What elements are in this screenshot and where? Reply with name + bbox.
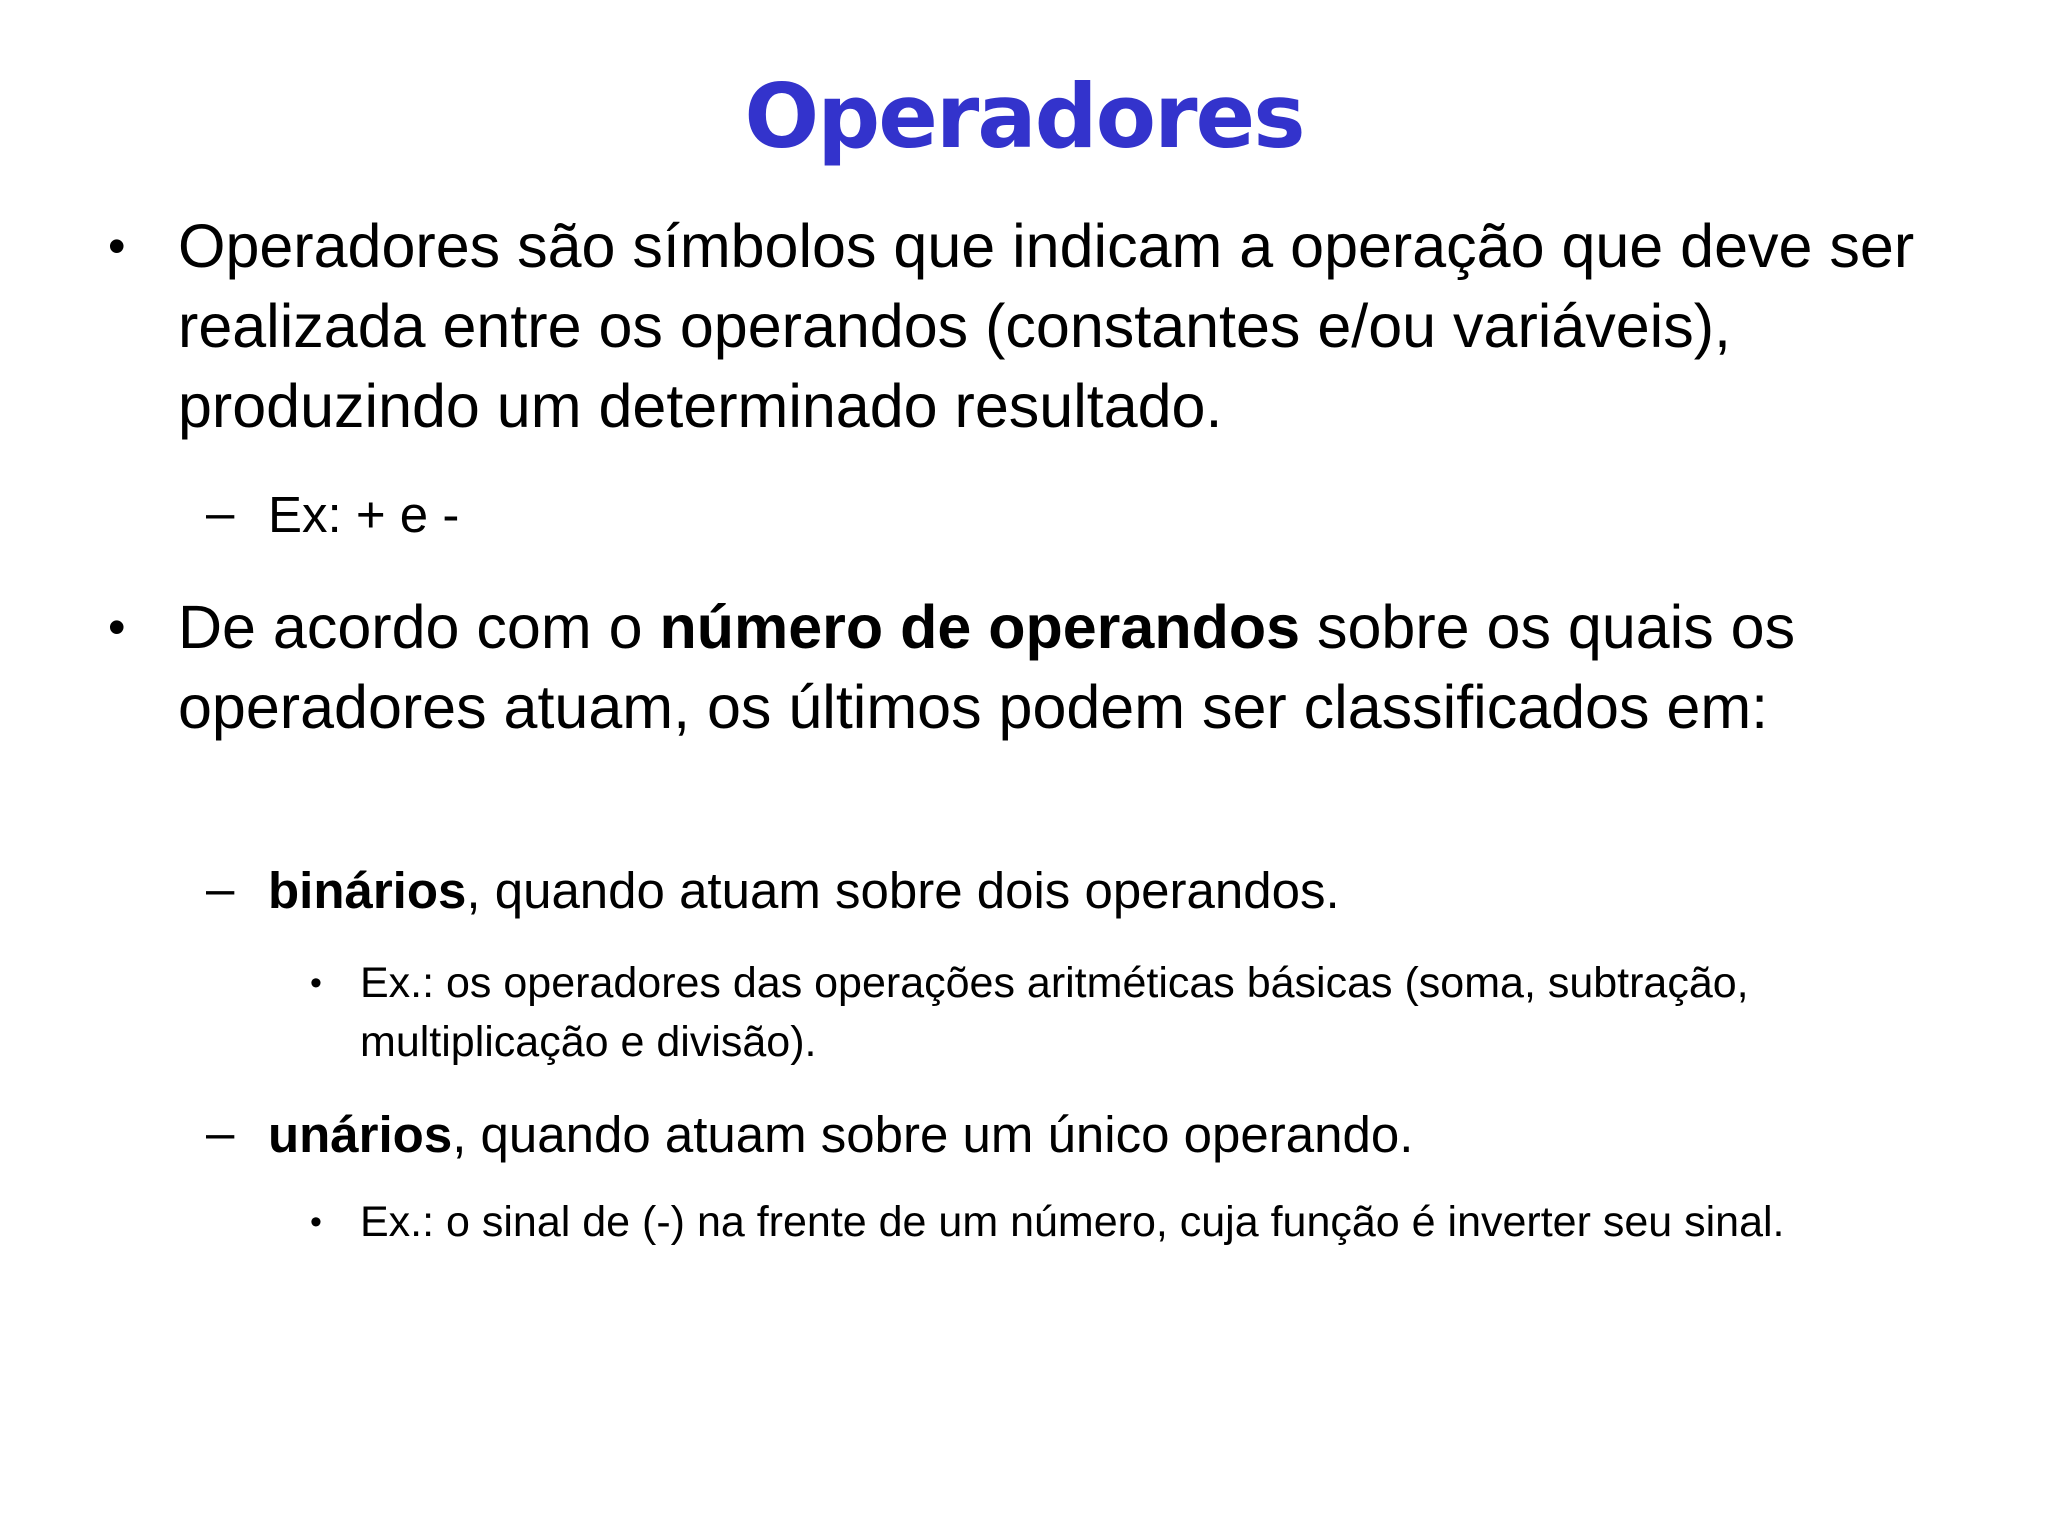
dash-marker: – [206,484,235,541]
term-unary: unários [268,1106,453,1163]
subbullet-unary [206,1104,1966,1166]
bullet-marker: • [310,1203,322,1241]
subsubbullet-unary-example [310,1193,1960,1252]
slide-title: Operadores [744,65,1304,168]
subsubbullet-binary-example [310,954,1960,1072]
bullet-text: Operadores são símbolos que indicam a operação que deve ser realizada entre os operandos (constantes e/ou variáveis), produzindo um determinado resultado. [178,212,1915,440]
subbullet-text [268,1104,1966,1166]
bullet-classification [108,587,1968,747]
bullet-text-after: sobre os quais os operadores atuam, os últimos podem ser classificados em: [178,593,1796,741]
subbullet-binary [206,860,1966,922]
subsubbullet-text: Ex.: o sinal de (-) na frente de um número, cuja função é inverter seu sinal. [360,1198,1785,1246]
bullet-marker: • [108,599,126,655]
bullet-marker: • [310,964,322,1002]
bullet-text [178,587,1968,747]
bullet-marker: • [108,218,126,274]
subbullet-text [268,860,1966,922]
dash-marker: – [206,860,235,917]
term-binary: binários [268,862,467,919]
dash-marker: – [206,1104,235,1161]
subbullet-rest: , quando atuam sobre dois operandos. [466,862,1340,919]
bullet-text-bold: número de operandos [659,593,1301,661]
subbullet-text: Ex: + e - [268,486,460,543]
subbullet-rest: , quando atuam sobre um único operando. [452,1106,1414,1163]
subbullet-example-plus-minus [206,484,1966,546]
bullet-text-before: De acordo com o [178,593,660,661]
subsubbullet-text: Ex.: os operadores das operações aritméticas básicas (soma, subtração, multiplicação e divisão). [360,959,1749,1066]
bullet-operators-definition [108,206,1968,446]
